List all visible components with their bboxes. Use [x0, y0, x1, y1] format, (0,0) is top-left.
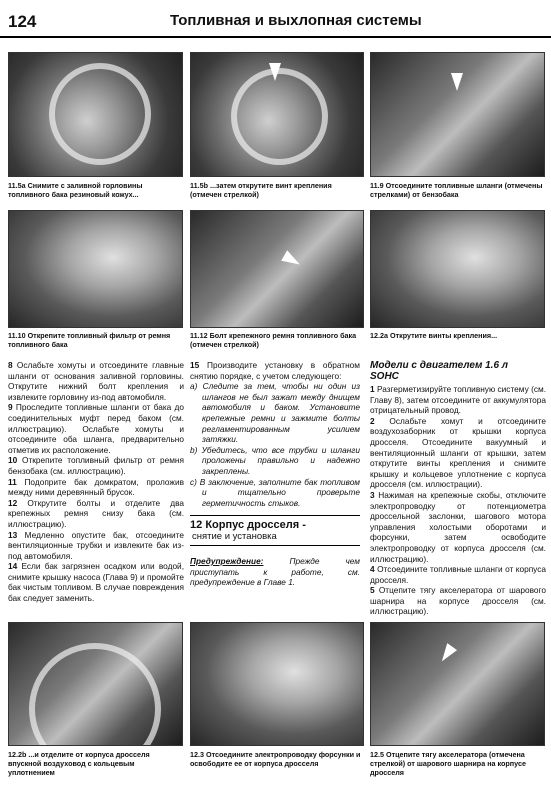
- para-number: 4: [370, 564, 375, 575]
- page-number: 124: [8, 12, 37, 31]
- para-4: Отсоедините топливные шланги от корпуса дросселя.: [370, 564, 547, 585]
- para-1: Разгерметизируйте топливную систему (см. Главу 8), затем отсоедините от аккумулятора отрицательный провод.: [370, 384, 546, 416]
- caption-11-9: 11.9 Отсоедините топливные шланги (отмечены стрелками) от бензобака: [370, 181, 543, 199]
- para-number: 9: [8, 402, 13, 413]
- list-marker: a): [190, 381, 198, 392]
- caption-11-5a: 11.5a Снимите с заливной горловины топливного бака резиновый кожух...: [8, 181, 143, 199]
- photo-11-9: [370, 52, 545, 177]
- list-marker: b): [190, 444, 198, 455]
- para-number: 3: [370, 489, 375, 500]
- para-number: 5: [370, 585, 375, 596]
- photo-12-2b: [8, 622, 183, 746]
- caption-12-2b: 12.2b ...и отделите от корпуса дросселя впускной воздуховод с кольцевым уплотнением: [8, 750, 150, 777]
- para-number: 11: [8, 476, 17, 487]
- heading-line-2: SOHC: [370, 371, 399, 382]
- list-marker: c): [190, 476, 197, 487]
- para-number: 10: [8, 455, 18, 466]
- para-9: Проследите топливные шланги от бака до соединительных муфт перед баком (см. иллюстрацию). Ослабьте хомуты и отсоедините оба шланга, предварительно отметив их расположение.: [8, 402, 184, 455]
- para-8: Ослабьте хомуты и отсоедините главные шланги от основания заливной горловины. Открутите нижний болт крепления и извлеките горловину из-под автомобиля.: [8, 360, 184, 402]
- para-2: Ослабьте хомут и отсоедините воздухозаборник от крышки корпуса дросселя. Отсоедините вакуумный и вентиляционный шланги от крышки, затем открутите винты крепления и снимите крышку и кольцевое уплотнение с корпуса дросселя (см. иллюстрации).: [370, 415, 546, 490]
- photo-11-12: [190, 210, 364, 328]
- text-column-2: [190, 360, 360, 508]
- photo-11-10: [8, 210, 183, 328]
- text-column-1: [8, 360, 184, 604]
- column-3-heading: [370, 360, 546, 382]
- warning-note: [190, 556, 360, 588]
- arrow-icon: [269, 63, 281, 81]
- caption-12-3: 12.3 Отсоедините электропроводку форсунки и освободите ее от корпуса дросселя: [190, 750, 361, 768]
- para-5: Отцепите тягу акселератора от шарового шарнира на корпусе дросселя (см. иллюстрацию).: [370, 585, 546, 617]
- arrow-icon: [451, 73, 463, 91]
- para-14: Если бак загрязнен осадком или водой, снимите крышку насоса (Глава 9) и промойте бак чистым топливом. В случае повреждения бак следует заменить.: [8, 561, 185, 604]
- warning-label: Предупреждение:: [190, 556, 264, 566]
- para-10: Открепите топливный фильтр от ремня бензобака (см. иллюстрацию).: [8, 455, 184, 476]
- para-3: Нажимая на крепежные скобы, отключите электропроводку от потенциометра дроссельной заслонки, шагового мотора управления холостыми оборотами и форсунки, затем освободите электропроводку от корпуса дросселя (см. иллюстрацию).: [370, 489, 546, 564]
- list-item-b: Убедитесь, что все трубки и шланги проложены правильно и надежно закреплены.: [201, 444, 360, 476]
- caption-12-2a: 12.2a Открутите винты крепления...: [370, 331, 498, 340]
- warning-text: Прежде чем приступать к работе, см. предупреждение в Главе 1.: [190, 556, 360, 588]
- photo-11-5a: [8, 52, 183, 177]
- para-number: 15: [190, 360, 200, 370]
- section-heading-12: [190, 515, 360, 546]
- caption-12-5: 12.5 Отцепите тягу акселератора (отмечена стрелкой) от шарового шарнира на корпусе дросселя: [370, 750, 526, 777]
- photo-11-5b: [190, 52, 364, 177]
- list-item-a: Следите за тем, чтобы ни один из шлангов не был зажат между днищем автомобиля и баком. Установите крепежные ремни и зажмите болты регламентированным усилием затяжки.: [202, 381, 360, 445]
- header-rule: [0, 36, 551, 38]
- heading-line-1: Модели с двигателем 1.6 л: [370, 360, 509, 371]
- caption-11-5b: 11.5b ...затем открутите винт крепления (отмечен стрелкой): [190, 181, 332, 199]
- text-column-3: [370, 384, 546, 617]
- photo-12-3: [190, 622, 364, 746]
- photo-12-2a: [370, 210, 545, 328]
- para-number: 12: [8, 497, 18, 508]
- photo-12-5: [370, 622, 545, 746]
- para-13: Медленно опустите бак, отсоедините вентиляционные трубки и извлеките бак из-под автомобиля.: [8, 529, 185, 561]
- para-number: 8: [8, 360, 13, 370]
- caption-11-12: 11.12 Болт крепежного ремня топливного бака (отмечен стрелкой): [190, 331, 357, 349]
- para-11: Подоприте бак домкратом, проложив между ними деревянный брусок.: [8, 476, 184, 498]
- section-title: Корпус дросселя -: [205, 519, 306, 531]
- arrow-icon: [281, 250, 303, 269]
- para-number: 14: [8, 561, 18, 572]
- para-15: Производите установку в обратном снятию порядке, с учетом следующего:: [190, 360, 360, 381]
- para-number: 2: [370, 415, 375, 426]
- list-item-c: В заключение, заполните бак топливом и тщательно проверьте герметичность стыков.: [199, 476, 360, 508]
- caption-11-10: 11.10 Открепите топливный фильтр от ремня топливного бака: [8, 331, 171, 349]
- arrow-icon: [437, 643, 457, 665]
- section-number: 12: [190, 519, 203, 531]
- section-subtitle: снятие и установка: [192, 531, 277, 542]
- page-title: Топливная и выхлопная системы: [170, 12, 422, 29]
- para-12: Открутите болты и отделите два крепежных ремня снизу бака (см. иллюстрацию).: [8, 497, 185, 529]
- para-number: 1: [370, 384, 375, 394]
- para-number: 13: [8, 529, 18, 540]
